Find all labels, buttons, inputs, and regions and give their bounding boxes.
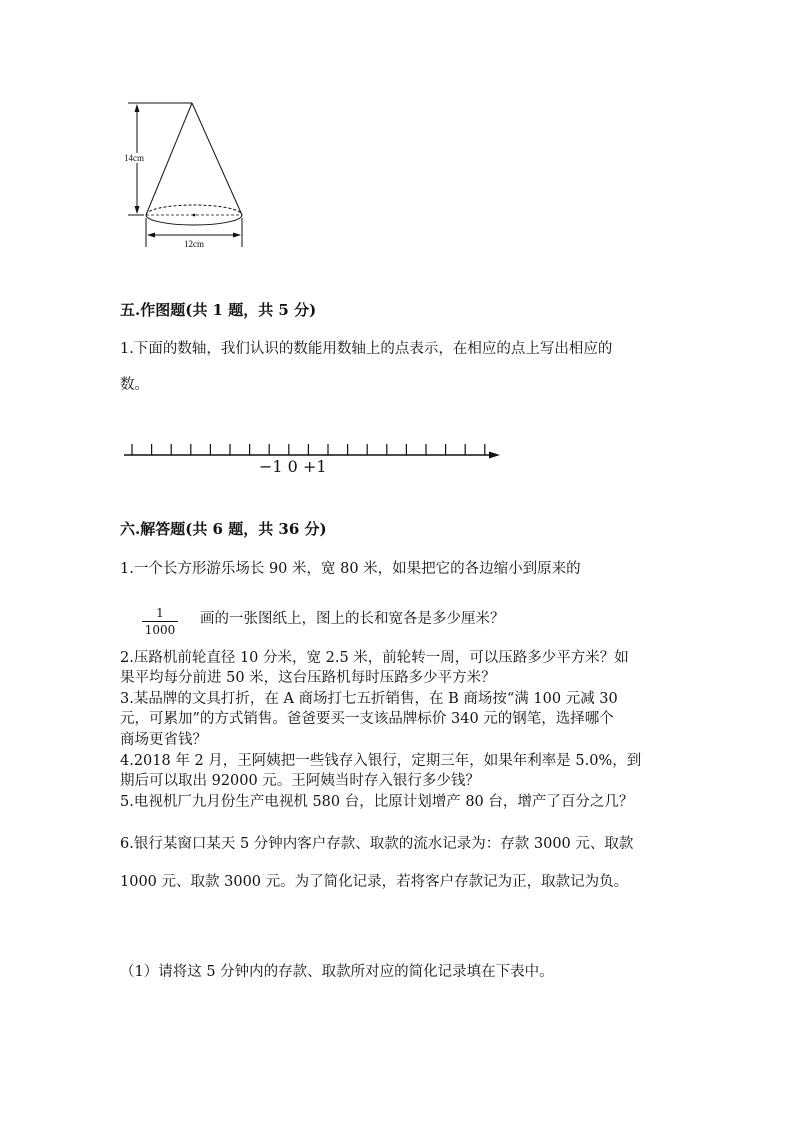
section-6-q3-line3: 商场更省钱？: [120, 732, 207, 748]
section-6-q2-line1: 2.压路机前轮直径 10 分米，宽 2.5 米，前轮转一周，可以压路多少平方米？如: [120, 650, 629, 666]
section-6-q3-line2: 元，可累加”的方式销售。爸爸要买一支该品牌标价 340 元的钢笔，选择哪个: [120, 711, 614, 727]
section-6-q4-line1: 4.2018 年 2 月，王阿姨把一些钱存入银行，定期三年，如果年利率是 5.0%，到: [120, 753, 642, 769]
section-6-q6-line1: 6.银行某窗口某天 5 分钟内客户存款、取款的流水记录为：存款 3000 元、取款: [120, 836, 634, 852]
number-line-labels: −1 0 +1: [259, 457, 327, 476]
section-6-q6-line2: 1000 元、取款 3000 元。为了简化记录，若将客户存款记为正，取款记为负。: [120, 874, 629, 890]
section-5-q1-line2: 数。: [120, 377, 149, 393]
section-6-q6-sub1: （1）请将这 5 分钟内的存款、取款所对应的简化记录填在下表中。: [120, 964, 554, 980]
cone-height-label: 14cm: [124, 153, 144, 163]
section-6-q2-line2: 果平均每分前进 50 米，这台压路机每时压路多少平方米？: [120, 670, 496, 686]
fraction-1-over-1000: [142, 606, 178, 637]
number-line-ticks: [132, 444, 485, 455]
cone-figure: [120, 95, 260, 260]
section-6-q3-line1: 3.某品牌的文具打折，在 A 商场打七五折销售，在 B 商场按“满 100 元减 30: [120, 691, 618, 707]
section-5-title: 五.作图题(共 1 题，共 5 分): [120, 301, 317, 319]
fraction-bar: [142, 621, 178, 622]
section-6-q4-line2: 期后可以取出 92000 元。王阿姨当时存入银行多少钱？: [120, 773, 480, 789]
section-6-q1-line1: 1.一个长方形游乐场长 90 米，宽 80 米，如果把它的各边缩小到原来的: [120, 561, 581, 577]
section-6-q5-line1: 5.电视机厂九月份生产电视机 580 台，比原计划增产 80 台，增产了百分之几？: [120, 794, 634, 810]
section-5-q1-line1: 1.下面的数轴，我们认识的数能用数轴上的点表示，在相应的点上写出相应的: [120, 341, 613, 357]
cone-diameter-label: 12cm: [184, 239, 204, 249]
section-6-title: 六.解答题(共 6 题，共 36 分): [120, 520, 327, 538]
fraction-denominator: 1000: [144, 623, 176, 637]
section-6-q1-line2: 画的一张图纸上，图上的长和宽各是多少厘米？: [200, 611, 505, 627]
fraction-numerator: 1: [156, 606, 164, 620]
